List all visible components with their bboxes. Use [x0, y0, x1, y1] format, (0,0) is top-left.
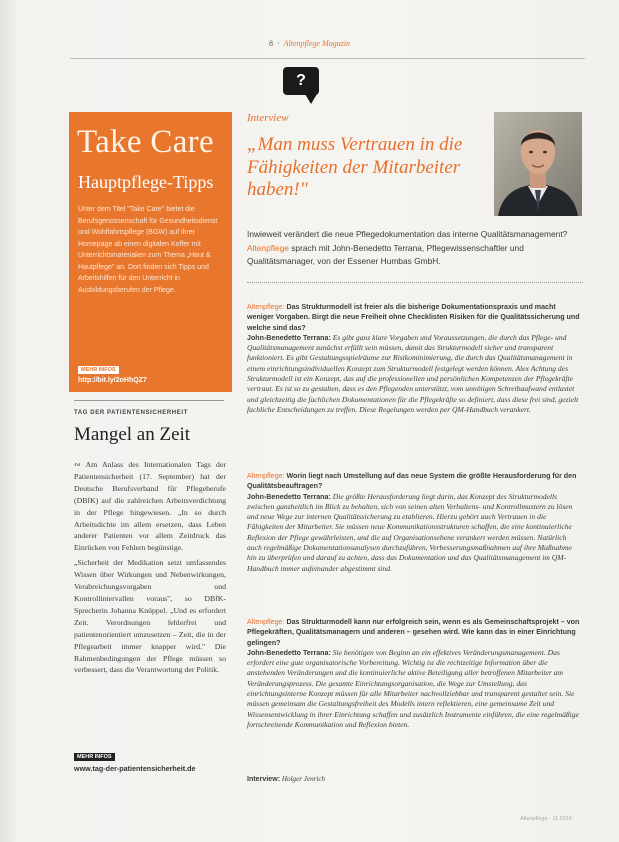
qa-speaker: John-Benedetto Terrana: [247, 333, 331, 342]
qa-block-3 [247, 617, 583, 730]
qa-question: Worin liegt nach Umstellung auf das neue System die größte Herausforderung für den Qualitätsbeauftragen? [247, 472, 577, 491]
qa-question: Das Strukturmodell ist freier als die bisherige Dokumentationspraxis und macht weniger Vorgaben. Birgt die neue Freiheit ohne Checklisten Risiken für die Qualitätssicherung und welche sind das? [247, 303, 580, 332]
box-link[interactable]: http://bit.ly/2oHhQZ7 [78, 377, 147, 384]
left-info-tag: MEHR INFOS [74, 753, 115, 761]
box-subtitle: Hauptpflege-Tipps [78, 172, 214, 192]
credit-name: Holger Jenrich [280, 775, 326, 783]
header-separator: · [276, 39, 280, 48]
left-paragraph-1: Am Anlass des Internationalen Tags der Patientensicherheit (17. September) hat der Deutsche Berufsverband für Pflegeberufe (DBfK) auf die zahlreichen Arbeitsverdichtung in der Pflege hingewiesen. „In so durch Arbeitsdichte im allem ersetzen, dass Leben anderer Patienten vor allem Zeitdruck das Einrücken von Fehlern begünstige. [74, 460, 226, 553]
interview-label: Interview [247, 112, 289, 124]
left-column-rule [74, 400, 224, 401]
header-rule [70, 58, 585, 59]
question-bubble-icon [283, 67, 319, 95]
qa-speaker: John-Benedetto Terrana: [247, 648, 331, 657]
left-article [74, 459, 226, 679]
page-number: 8 [268, 39, 273, 48]
qa-brand: Altenpflege: [247, 303, 285, 311]
qa-brand: Altenpflege: [247, 472, 285, 480]
box-body: Unter dem Titel "Take Care" bietet die Berufsgenossenschaft für Gesundheitsdienst und Wohlfahrtspflege (BGW) auf ihrer Homepage ab einen digitalen Koffer mit Unterrichtsmaterialien zum Thema „Haut & Hautpflege" an. Dort finden sich Tipps und Arbeitshilfen für den Unterricht in Ausbildungsberufen der Pflege. [78, 206, 218, 294]
left-link[interactable]: www.tag-der-patientensicherheit.de [74, 764, 196, 773]
intro-text-a: Inwieweit verändert die neue Pflegedokumentation das interne Qualitätsmanagement? [247, 229, 568, 239]
qa-answer: Es gibt ganz klare Vorgaben und Voraussetzungen, die durch das Pflege- und Qualitätsmanagement zunächst erfüllt sein müssen, damit das Strukturmodell sicher und transparent funktioniert. Es gibt Gestaltungsspielräume zur Risikominimierung, die durch das Qualitätsmanagement in einem einrichtungsindividuellen Konzept zum Strukturmodell festgelegt werden können. Alex Achtung des Strukturmodell ist ein Konzept, das auf die professionellen und persönlichen Kompetenzen der Pflegekräfte vertraut. Es ist so zu gestalten, dass es den Pflegenden unterstützt, vom unnötigen Schreibaufwand entlastet und gleichzeitig die fachlichen Dokumentationen für die Pflegekräfte so definiert, dass diese frei sind, gezielt fachliche Entscheidungen zu treffen. Diese Regelungen werden per QM-Handbuch verankert. [247, 332, 579, 414]
left-paragraph-2: „Sicherheit der Medikation setzt umfassendes Wissen über Wirkungen und Nebenwirkungen, Verabreichungsvorgaben und Kontrollintervallen voraus", so DBfK-Sprecherin Johanna Knüppel. „Und es erfordert Zeit. Verordnungen fehlerfrei und patientenorientiert umzusetzen – Zeit, die in der Pflegearbeit immer knapper wird." Die Rahmenbedingungen der Pflege müssen so verbessert, dass die Verantwortung der Politik. [74, 558, 226, 675]
interview-quote: „Man muss Vertrauen in die Fähigkeiten der Mitarbeiter haben!" [247, 134, 463, 200]
left-kicker: TAG DER PATIENTENSICHERHEIT [74, 410, 188, 416]
credit-label: Interview: [247, 775, 281, 783]
intro-text-b: sprach mit John-Benedetto Terrana, Pflegewissenschaftler und Qualitätsmanager, von der Essener Humbas GmbH. [247, 242, 524, 266]
magazine-name: Altenpflege Magazin [283, 39, 351, 48]
interview-credit [247, 775, 325, 783]
qa-answer: Die größte Herausforderung liegt darin, das Konzept des Strukturmodells zwischen ganzheitlich im Blick zu behalten, sich von seinen alten Verhaltens- und Kontrollmustern zu lösen und neue Wege zur internen Qualitätssicherung zu etablieren. Hierzu gehört auch Vertrauen in die Fähigkeiten der Mitarbeiter. Sie müssen neue Kommunikationsstrukturen schaffen, die eine kontinuierliche Reflexion der Pflege gewährleisten, und die auf Organisationsebene verankert werden müssen. Natürlich auch regelmäßige Dokumentationsanalysen durchzuführen, Verbesserungsmaßnahmen auf ihre Maßnahme hin zu überprüfen und darauf zu achten, dass das Dokumentation und das Qualitätsmanagement im QM-Handbuch immer aufeinander abgestimmt sind. [247, 491, 573, 573]
page-footer: Altenpflege · 11.2016 [520, 816, 572, 822]
intro-divider [247, 282, 583, 283]
qa-speaker: John-Benedetto Terrana: [247, 492, 331, 501]
question-mark: ? [296, 72, 306, 89]
interviewee-photo [494, 112, 582, 216]
wave-icon: ∾ [74, 460, 81, 469]
take-care-box [69, 112, 232, 392]
qa-block-1 [247, 302, 583, 415]
qa-answer: Sie benötigen von Beginn an ein effektives Veränderungsmanagement. Das erfordert eine gute organisatorische Vorbereitung. Wichtig ist die rechtzeitige Information über die anstehenden Veränderungen und die kontinuierliche aktive Beteiligung aller betroffenen Mitarbeiter am Veränderungsprozess. Die gesamte Einrichtungsorganisation, die Wege zur Umstellung, das einrichtungsinterne Konzept müssen für alle Mitarbeiter nachvollziehbar und transparent gestaltet sein. Sie müssen gemeinsam die Gestaltungsfreiheit des Modells intern reflektieren, eine gemeinsame Zeit und Wissensentwicklung in ihrer Einrichtung schaffen und zusätzlich Instrumente einführen, die eine regelmäßige fortschreitende Kommunikation und Reflexion bieten. [247, 647, 579, 729]
box-info-tag: MEHR INFOS [78, 366, 119, 374]
qa-block-2 [247, 471, 583, 574]
qa-brand: Altenpflege: [247, 618, 285, 626]
running-header [0, 39, 619, 48]
intro-brand: Altenpflege [247, 242, 289, 253]
box-title: Take Care [77, 124, 214, 160]
qa-question: Das Strukturmodell kann nur erfolgreich sein, wenn es als Gemeinschaftsprojekt – von Pflegekräften, Qualitätsmanagern und anderen – gesehen wird. Wie kann das in einer Einrichtung gelingen? [247, 618, 580, 647]
left-headline: Mangel an Zeit [74, 424, 191, 445]
interview-intro [247, 228, 583, 269]
